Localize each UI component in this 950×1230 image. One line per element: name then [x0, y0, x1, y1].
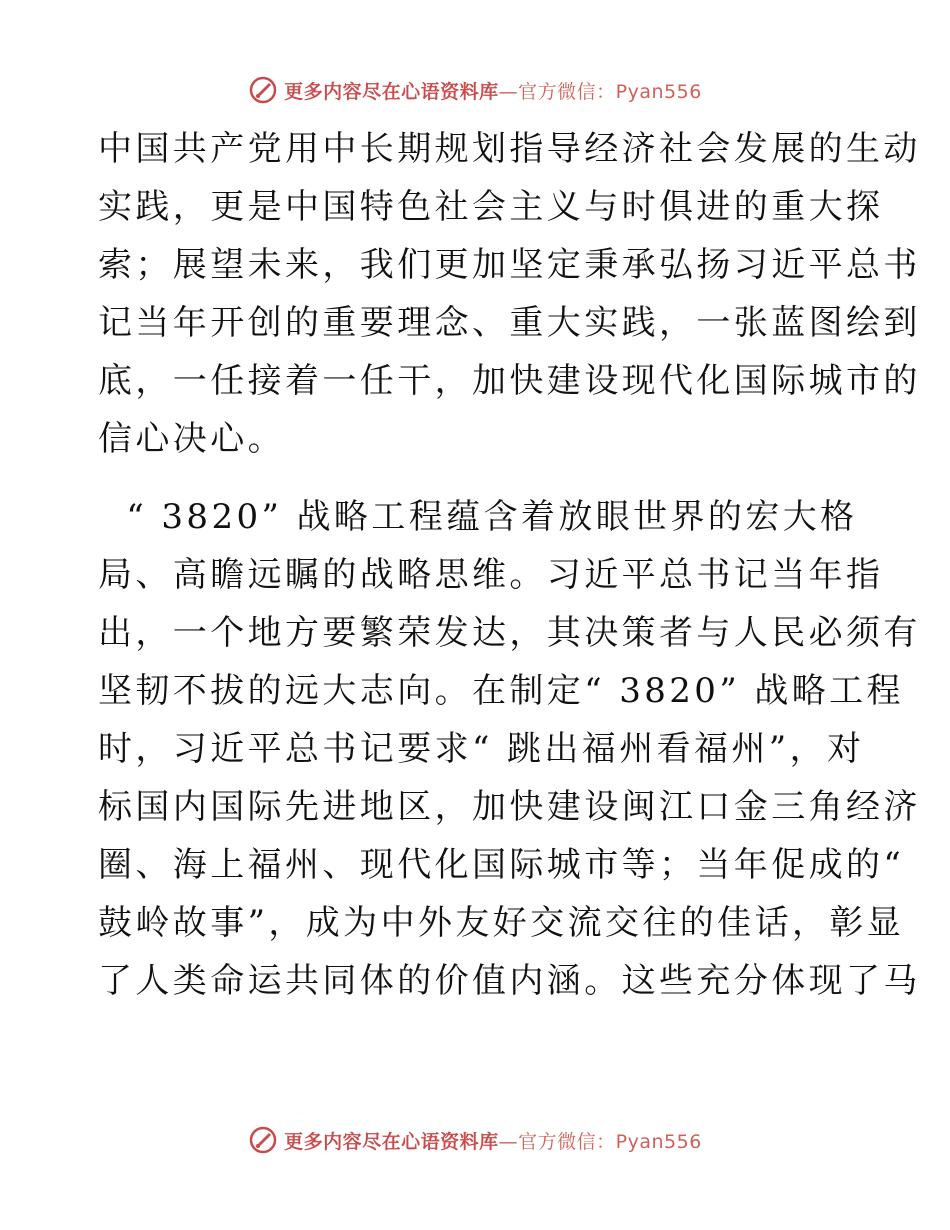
text-line: 索；展望未来，我们更加坚定秉承弘扬习近平总书: [98, 245, 921, 285]
text-line: 中国共产党用中长期规划指导经济社会发展的生动: [98, 129, 921, 169]
watermark-text: [284, 1127, 702, 1154]
paragraph-gap: [98, 468, 858, 488]
watermark-text-bold: 更多内容尽在心语资料库: [284, 80, 499, 103]
text-line: 圈、海上福州、现代化国际城市等；当年促成的“: [98, 845, 905, 885]
text-line: 记当年开创的重要理念、重大实践，一张蓝图绘到: [98, 303, 921, 343]
paragraph-1: [98, 120, 921, 468]
header-watermark: [0, 70, 950, 110]
text-line: 实践，更是中国特色社会主义与时俱进的重大探: [98, 187, 884, 227]
text-line: 出，一个地方要繁荣发达，其决策者与人民必须有: [98, 613, 921, 653]
text-line: 鼓岭故事”，成为中外友好交流交往的佳话，彰显: [98, 903, 905, 943]
paragraph-2: [98, 488, 921, 1010]
watermark-text: [284, 77, 702, 104]
text-line: 局、高瞻远瞩的战略思维。习近平总书记当年指: [98, 555, 884, 595]
document-body: [98, 120, 921, 1010]
text-line: 坚韧不拔的远大志向。在制定“ 3820” 战略工程: [98, 671, 904, 711]
footer-watermark: [0, 1120, 950, 1160]
text-line: “ 3820” 战略工程蕴含着放眼世界的宏大格: [98, 497, 858, 537]
logo-icon: [248, 1125, 278, 1155]
text-line: 底，一任接着一任干，加快建设现代化国际城市的: [98, 361, 921, 401]
text-line: 标国内国际先进地区，加快建设闽江口金三角经济: [98, 787, 921, 827]
watermark-text-light: —官方微信：Pyan556: [498, 80, 702, 103]
logo-icon: [248, 75, 278, 105]
text-line: 了人类命运共同体的价值内涵。这些充分体现了马: [98, 961, 921, 1001]
text-line: 信心决心。: [98, 419, 285, 459]
watermark-text-light: —官方微信：Pyan556: [498, 1130, 702, 1153]
watermark-text-bold: 更多内容尽在心语资料库: [284, 1130, 499, 1153]
text-line: 时，习近平总书记要求“ 跳出福州看福州”，对: [98, 729, 865, 769]
